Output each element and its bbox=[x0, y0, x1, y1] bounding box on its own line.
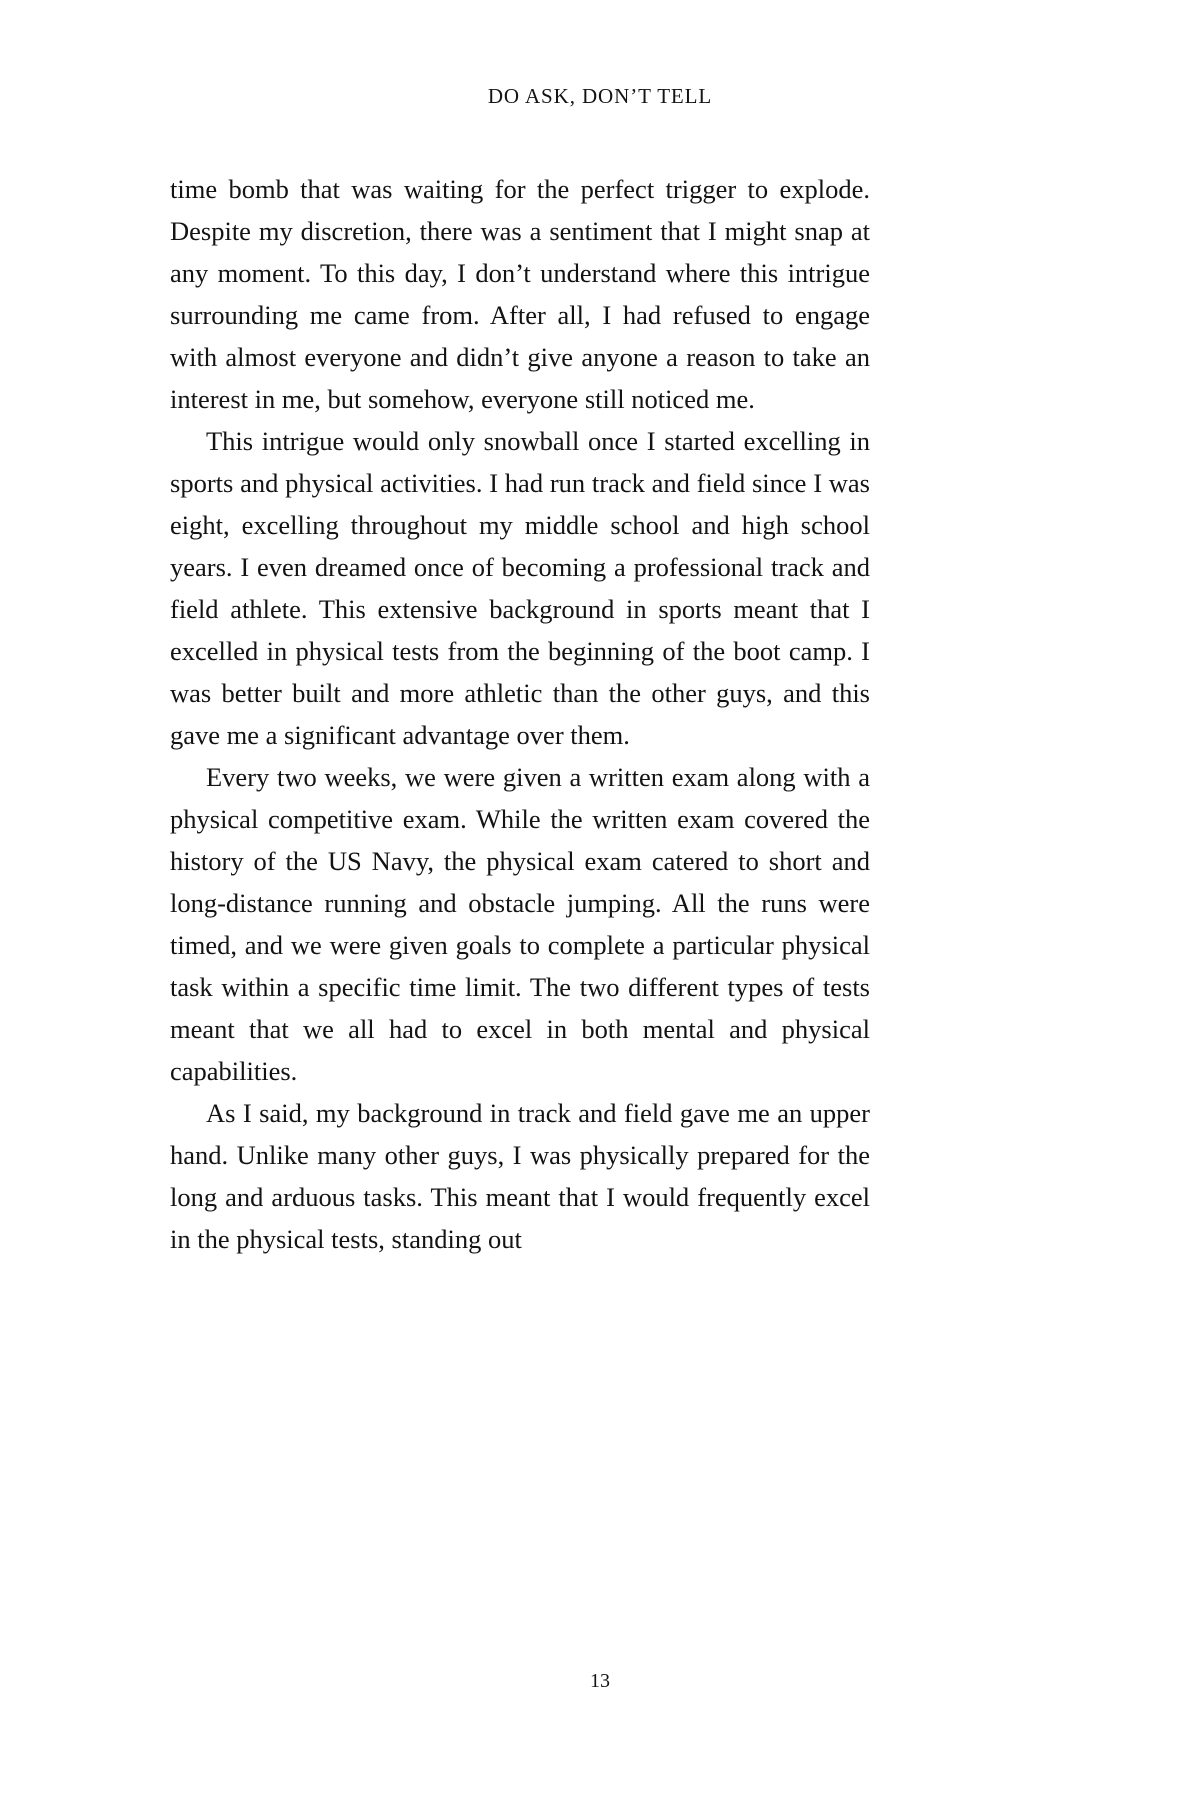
paragraph: Every two weeks, we were given a written exam along with a physical competitive exam. While the written exam covered the history of the US Navy, the physical exam catered to short and long-distance running and obstacle jumping. All the runs were timed, and we were given goals to complete a particular physical task within a specific time limit. The two different types of tests meant that we all had to excel in both mental and physical capabilities. bbox=[170, 762, 870, 1086]
paragraph: This intrigue would only snowball once I started excelling in sports and physical activities. I had run track and field since I was eight, excelling throughout my middle school and high school years. I even dreamed once of becoming a professional track and field athlete. This extensive background in sports meant that I excelled in physical tests from the beginning of the boot camp. I was better built and more athletic than the other guys, and this gave me a significant advantage over them. bbox=[170, 426, 870, 750]
paragraph: time bomb that was waiting for the perfect trigger to explode. Despite my discretion, there was a sentiment that I might snap at any moment. To this day, I don’t understand where this intrigue surrounding me came from. After all, I had refused to engage with almost everyone and didn’t give anyone a reason to take an interest in me, but somehow, everyone still noticed me. bbox=[170, 174, 870, 414]
running-head: DO ASK, DON’T TELL bbox=[487, 84, 713, 108]
page-number: 13 bbox=[590, 1670, 610, 1692]
paragraph: As I said, my background in track and field gave me an upper hand. Unlike many other guys, I was physically prepared for the long and arduous tasks. This meant that I would frequently excel in the physical tests, standing out bbox=[170, 1098, 870, 1254]
body-text-block bbox=[170, 168, 870, 1260]
